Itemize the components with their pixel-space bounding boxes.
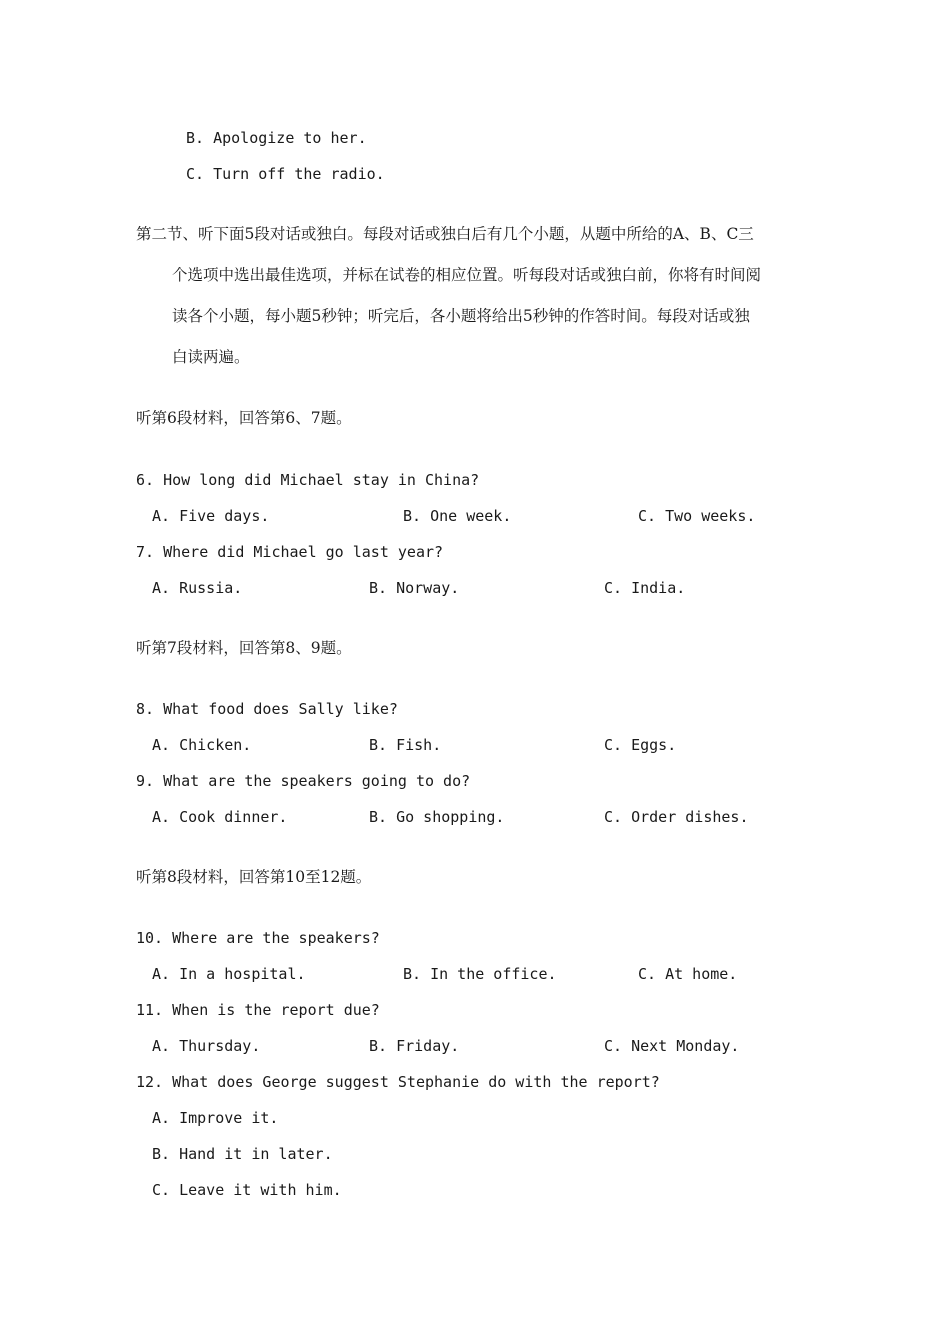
question-9: 9. What are the speakers going to do?: [136, 772, 471, 790]
option-b: B. One week.: [403, 507, 512, 525]
option-b: B. Fish.: [369, 736, 442, 754]
option-a: A. Five days.: [152, 507, 270, 525]
option-b: B. Go shopping.: [369, 808, 505, 826]
option-c: C. Next Monday.: [604, 1037, 740, 1055]
question-11: 11. When is the report due?: [136, 1001, 380, 1019]
option-a: A. Thursday.: [152, 1037, 261, 1055]
group-intro: 听第6段材料，回答第6、7题。: [136, 409, 352, 427]
section2-line-1: 第二节、听下面5段对话或独白。每段对话或独白后有几个小题，从题中所给的A、B、C三: [136, 225, 754, 243]
option-c-q5: C. Turn off the radio.: [186, 165, 385, 183]
option-c: C. Leave it with him.: [152, 1181, 342, 1199]
question-10: 10. Where are the speakers?: [136, 929, 380, 947]
option-a: A. Improve it.: [152, 1109, 279, 1127]
option-a: A. Russia.: [152, 579, 243, 597]
option-b: B. Hand it in later.: [152, 1145, 333, 1163]
option-a: A. In a hospital.: [152, 965, 306, 983]
section2-line-2: 个选项中选出最佳选项，并标在试卷的相应位置。听每段对话或独白前，你将有时间阅: [172, 266, 762, 284]
option-b: B. Norway.: [369, 579, 460, 597]
group-intro: 听第8段材料，回答第10至12题。: [136, 868, 372, 886]
option-c: C. India.: [604, 579, 686, 597]
option-c: C. Two weeks.: [638, 507, 756, 525]
option-b-q5: B. Apologize to her.: [186, 129, 367, 147]
option-a: A. Cook dinner.: [152, 808, 288, 826]
section2-line-4: 白读两遍。: [172, 348, 250, 366]
option-b: B. Friday.: [369, 1037, 460, 1055]
option-b: B. In the office.: [403, 965, 557, 983]
question-6: 6. How long did Michael stay in China?: [136, 471, 480, 489]
question-12: 12. What does George suggest Stephanie do with the report?: [136, 1073, 660, 1091]
section2-line-3: 读各个小题，每小题5秒钟；听完后，各小题将给出5秒钟的作答时间。每段对话或独: [172, 307, 750, 325]
question-8: 8. What food does Sally like?: [136, 700, 398, 718]
option-c: C. Order dishes.: [604, 808, 749, 826]
group-intro: 听第7段材料，回答第8、9题。: [136, 639, 352, 657]
option-a: A. Chicken.: [152, 736, 252, 754]
option-c: C. Eggs.: [604, 736, 677, 754]
option-c: C. At home.: [638, 965, 738, 983]
question-7: 7. Where did Michael go last year?: [136, 543, 444, 561]
